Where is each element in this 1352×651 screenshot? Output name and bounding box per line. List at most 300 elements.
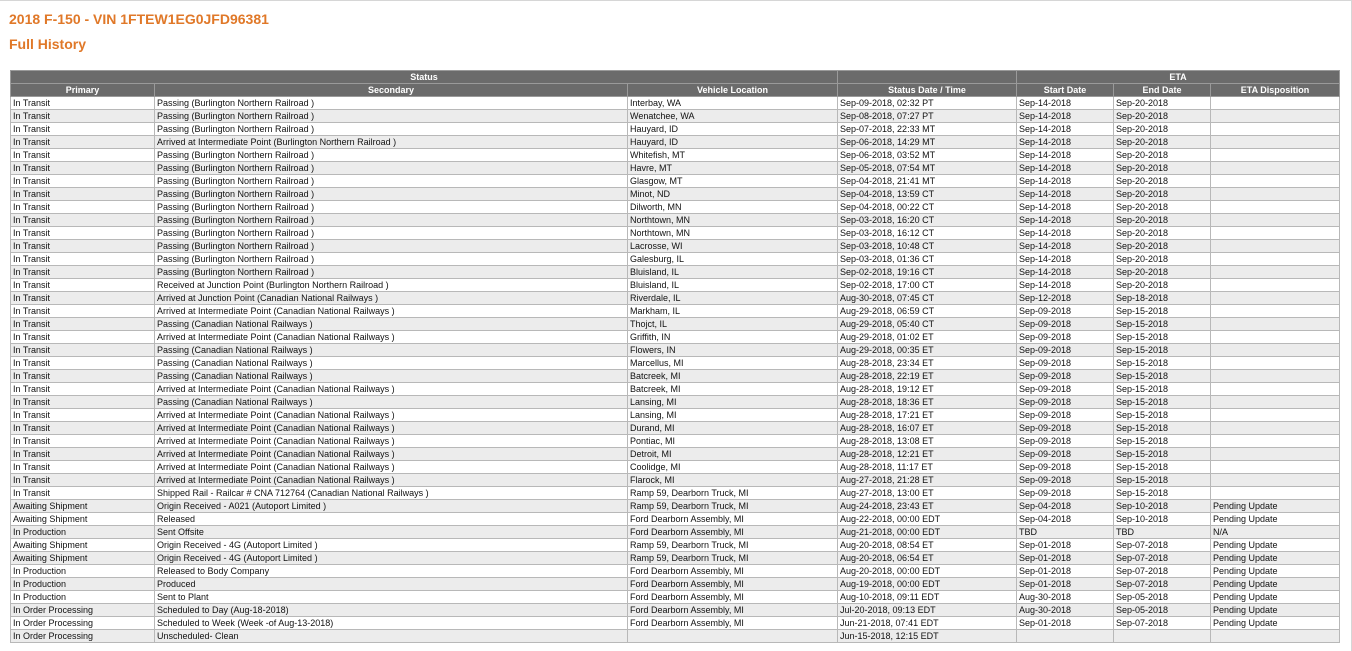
cell-vehicle-location: Detroit, MI bbox=[628, 448, 838, 461]
table-row bbox=[11, 435, 1340, 448]
cell-vehicle-location: Ford Dearborn Assembly, MI bbox=[628, 604, 838, 617]
cell-primary: In Transit bbox=[11, 110, 155, 123]
cell-secondary: Passing (Canadian National Railways ) bbox=[155, 357, 628, 370]
cell-status-date-time: Aug-28-2018, 13:08 ET bbox=[838, 435, 1017, 448]
cell-start-date: Sep-09-2018 bbox=[1017, 422, 1114, 435]
column-header-end-date[interactable]: End Date bbox=[1114, 84, 1211, 97]
cell-secondary: Produced bbox=[155, 578, 628, 591]
cell-end-date: Sep-20-2018 bbox=[1114, 175, 1211, 188]
cell-status-date-time: Aug-20-2018, 00:00 EDT bbox=[838, 565, 1017, 578]
cell-vehicle-location: Wenatchee, WA bbox=[628, 110, 838, 123]
cell-status-date-time: Aug-28-2018, 12:21 ET bbox=[838, 448, 1017, 461]
cell-start-date: Sep-14-2018 bbox=[1017, 227, 1114, 240]
history-table-body bbox=[11, 97, 1340, 643]
cell-vehicle-location: Ford Dearborn Assembly, MI bbox=[628, 526, 838, 539]
cell-eta-disposition bbox=[1211, 474, 1340, 487]
cell-secondary: Sent Offsite bbox=[155, 526, 628, 539]
cell-eta-disposition bbox=[1211, 162, 1340, 175]
cell-primary: In Transit bbox=[11, 149, 155, 162]
cell-secondary: Passing (Burlington Northern Railroad ) bbox=[155, 149, 628, 162]
cell-eta-disposition bbox=[1211, 292, 1340, 305]
cell-end-date: Sep-15-2018 bbox=[1114, 331, 1211, 344]
cell-eta-disposition bbox=[1211, 435, 1340, 448]
cell-vehicle-location bbox=[628, 630, 838, 643]
cell-start-date: Sep-09-2018 bbox=[1017, 461, 1114, 474]
table-row bbox=[11, 500, 1340, 513]
cell-status-date-time: Aug-28-2018, 17:21 ET bbox=[838, 409, 1017, 422]
cell-vehicle-location: Batcreek, MI bbox=[628, 383, 838, 396]
cell-secondary: Scheduled to Day (Aug-18-2018) bbox=[155, 604, 628, 617]
cell-secondary: Arrived at Intermediate Point (Canadian National Railways ) bbox=[155, 409, 628, 422]
cell-secondary: Scheduled to Week (Week -of Aug-13-2018) bbox=[155, 617, 628, 630]
cell-start-date: Sep-12-2018 bbox=[1017, 292, 1114, 305]
cell-vehicle-location: Minot, ND bbox=[628, 188, 838, 201]
cell-end-date: Sep-15-2018 bbox=[1114, 305, 1211, 318]
cell-secondary: Arrived at Intermediate Point (Canadian National Railways ) bbox=[155, 474, 628, 487]
table-row bbox=[11, 240, 1340, 253]
cell-secondary: Arrived at Intermediate Point (Burlington Northern Railroad ) bbox=[155, 136, 628, 149]
cell-primary: In Transit bbox=[11, 318, 155, 331]
cell-vehicle-location: Interbay, WA bbox=[628, 97, 838, 110]
cell-start-date: Sep-09-2018 bbox=[1017, 370, 1114, 383]
cell-status-date-time: Sep-03-2018, 16:12 CT bbox=[838, 227, 1017, 240]
cell-start-date: Sep-01-2018 bbox=[1017, 552, 1114, 565]
cell-primary: In Order Processing bbox=[11, 604, 155, 617]
cell-vehicle-location: Ramp 59, Dearborn Truck, MI bbox=[628, 539, 838, 552]
cell-status-date-time: Aug-29-2018, 01:02 ET bbox=[838, 331, 1017, 344]
cell-start-date: Sep-09-2018 bbox=[1017, 474, 1114, 487]
cell-end-date: Sep-20-2018 bbox=[1114, 214, 1211, 227]
table-row bbox=[11, 526, 1340, 539]
cell-eta-disposition bbox=[1211, 136, 1340, 149]
cell-primary: Awaiting Shipment bbox=[11, 552, 155, 565]
cell-secondary: Shipped Rail - Railcar # CNA 712764 (Canadian National Railways ) bbox=[155, 487, 628, 500]
cell-status-date-time: Aug-22-2018, 00:00 EDT bbox=[838, 513, 1017, 526]
table-row bbox=[11, 305, 1340, 318]
cell-end-date: Sep-15-2018 bbox=[1114, 487, 1211, 500]
cell-start-date: Sep-14-2018 bbox=[1017, 97, 1114, 110]
cell-vehicle-location: Ramp 59, Dearborn Truck, MI bbox=[628, 552, 838, 565]
cell-vehicle-location: Lansing, MI bbox=[628, 409, 838, 422]
table-row bbox=[11, 266, 1340, 279]
cell-start-date: Sep-14-2018 bbox=[1017, 175, 1114, 188]
cell-end-date: Sep-20-2018 bbox=[1114, 227, 1211, 240]
cell-secondary: Passing (Burlington Northern Railroad ) bbox=[155, 110, 628, 123]
cell-start-date: Sep-01-2018 bbox=[1017, 565, 1114, 578]
cell-status-date-time: Aug-19-2018, 00:00 EDT bbox=[838, 578, 1017, 591]
cell-status-date-time: Jun-21-2018, 07:41 EDT bbox=[838, 617, 1017, 630]
cell-primary: In Transit bbox=[11, 383, 155, 396]
cell-vehicle-location: Havre, MT bbox=[628, 162, 838, 175]
column-header-status-date-time[interactable]: Status Date / Time bbox=[838, 84, 1017, 97]
cell-primary: In Transit bbox=[11, 97, 155, 110]
cell-end-date: Sep-07-2018 bbox=[1114, 565, 1211, 578]
cell-status-date-time: Aug-21-2018, 00:00 EDT bbox=[838, 526, 1017, 539]
cell-primary: In Transit bbox=[11, 201, 155, 214]
cell-secondary: Passing (Burlington Northern Railroad ) bbox=[155, 123, 628, 136]
cell-eta-disposition: Pending Update bbox=[1211, 539, 1340, 552]
cell-secondary: Unscheduled- Clean bbox=[155, 630, 628, 643]
cell-eta-disposition bbox=[1211, 97, 1340, 110]
cell-primary: In Transit bbox=[11, 461, 155, 474]
cell-eta-disposition bbox=[1211, 240, 1340, 253]
cell-vehicle-location: Glasgow, MT bbox=[628, 175, 838, 188]
cell-secondary: Passing (Burlington Northern Railroad ) bbox=[155, 266, 628, 279]
cell-end-date: Sep-18-2018 bbox=[1114, 292, 1211, 305]
cell-status-date-time: Jul-20-2018, 09:13 EDT bbox=[838, 604, 1017, 617]
cell-eta-disposition bbox=[1211, 110, 1340, 123]
cell-secondary: Released bbox=[155, 513, 628, 526]
page-title: 2018 F-150 - VIN 1FTEW1EG0JFD96381 bbox=[9, 11, 269, 27]
column-header-primary[interactable]: Primary bbox=[11, 84, 155, 97]
cell-end-date: Sep-07-2018 bbox=[1114, 539, 1211, 552]
cell-end-date: Sep-20-2018 bbox=[1114, 188, 1211, 201]
cell-secondary: Passing (Burlington Northern Railroad ) bbox=[155, 214, 628, 227]
cell-status-date-time: Aug-28-2018, 19:12 ET bbox=[838, 383, 1017, 396]
cell-vehicle-location: Lacrosse, WI bbox=[628, 240, 838, 253]
cell-secondary: Origin Received - A021 (Autoport Limited ) bbox=[155, 500, 628, 513]
table-row bbox=[11, 253, 1340, 266]
cell-end-date: Sep-15-2018 bbox=[1114, 409, 1211, 422]
cell-secondary: Arrived at Junction Point (Canadian National Railways ) bbox=[155, 292, 628, 305]
cell-start-date: Sep-09-2018 bbox=[1017, 357, 1114, 370]
cell-primary: In Transit bbox=[11, 162, 155, 175]
cell-vehicle-location: Flowers, IN bbox=[628, 344, 838, 357]
cell-status-date-time: Sep-03-2018, 01:36 CT bbox=[838, 253, 1017, 266]
cell-eta-disposition bbox=[1211, 331, 1340, 344]
cell-start-date: Sep-14-2018 bbox=[1017, 110, 1114, 123]
column-header-vehicle-location[interactable]: Vehicle Location bbox=[628, 84, 838, 97]
cell-vehicle-location: Galesburg, IL bbox=[628, 253, 838, 266]
cell-vehicle-location: Markham, IL bbox=[628, 305, 838, 318]
cell-status-date-time: Sep-02-2018, 17:00 CT bbox=[838, 279, 1017, 292]
cell-start-date: Sep-09-2018 bbox=[1017, 409, 1114, 422]
cell-primary: In Transit bbox=[11, 357, 155, 370]
table-row bbox=[11, 578, 1340, 591]
cell-start-date: Sep-14-2018 bbox=[1017, 162, 1114, 175]
table-row bbox=[11, 162, 1340, 175]
cell-primary: In Transit bbox=[11, 435, 155, 448]
cell-eta-disposition bbox=[1211, 305, 1340, 318]
cell-end-date: Sep-07-2018 bbox=[1114, 578, 1211, 591]
cell-primary: In Transit bbox=[11, 292, 155, 305]
cell-start-date: Sep-14-2018 bbox=[1017, 201, 1114, 214]
table-row bbox=[11, 357, 1340, 370]
cell-primary: In Transit bbox=[11, 279, 155, 292]
column-header-eta-disposition[interactable]: ETA Disposition bbox=[1211, 84, 1340, 97]
cell-primary: In Transit bbox=[11, 123, 155, 136]
cell-secondary: Arrived at Intermediate Point (Canadian National Railways ) bbox=[155, 461, 628, 474]
table-row bbox=[11, 591, 1340, 604]
table-row bbox=[11, 513, 1340, 526]
cell-eta-disposition bbox=[1211, 422, 1340, 435]
cell-vehicle-location: Durand, MI bbox=[628, 422, 838, 435]
cell-primary: In Transit bbox=[11, 344, 155, 357]
cell-vehicle-location: Ford Dearborn Assembly, MI bbox=[628, 617, 838, 630]
cell-start-date: Sep-09-2018 bbox=[1017, 331, 1114, 344]
cell-eta-disposition bbox=[1211, 461, 1340, 474]
cell-vehicle-location: Riverdale, IL bbox=[628, 292, 838, 305]
cell-secondary: Passing (Burlington Northern Railroad ) bbox=[155, 201, 628, 214]
cell-eta-disposition bbox=[1211, 409, 1340, 422]
cell-start-date: Sep-14-2018 bbox=[1017, 266, 1114, 279]
cell-vehicle-location: Dilworth, MN bbox=[628, 201, 838, 214]
cell-start-date: Sep-14-2018 bbox=[1017, 214, 1114, 227]
cell-primary: In Transit bbox=[11, 331, 155, 344]
cell-end-date: Sep-07-2018 bbox=[1114, 552, 1211, 565]
cell-status-date-time: Aug-30-2018, 07:45 CT bbox=[838, 292, 1017, 305]
cell-start-date: Sep-09-2018 bbox=[1017, 435, 1114, 448]
table-row bbox=[11, 344, 1340, 357]
cell-vehicle-location: Griffith, IN bbox=[628, 331, 838, 344]
cell-end-date: Sep-20-2018 bbox=[1114, 279, 1211, 292]
cell-vehicle-location: Hauyard, ID bbox=[628, 136, 838, 149]
cell-secondary: Arrived at Intermediate Point (Canadian National Railways ) bbox=[155, 435, 628, 448]
cell-eta-disposition bbox=[1211, 383, 1340, 396]
table-row bbox=[11, 565, 1340, 578]
cell-secondary: Arrived at Intermediate Point (Canadian National Railways ) bbox=[155, 331, 628, 344]
cell-start-date: Sep-14-2018 bbox=[1017, 240, 1114, 253]
cell-primary: Awaiting Shipment bbox=[11, 539, 155, 552]
cell-status-date-time: Aug-20-2018, 06:54 ET bbox=[838, 552, 1017, 565]
cell-primary: In Transit bbox=[11, 448, 155, 461]
cell-status-date-time: Sep-02-2018, 19:16 CT bbox=[838, 266, 1017, 279]
cell-status-date-time: Sep-04-2018, 21:41 MT bbox=[838, 175, 1017, 188]
cell-start-date: Sep-09-2018 bbox=[1017, 383, 1114, 396]
table-row bbox=[11, 123, 1340, 136]
table-row bbox=[11, 110, 1340, 123]
table-row bbox=[11, 188, 1340, 201]
cell-end-date: Sep-20-2018 bbox=[1114, 201, 1211, 214]
cell-status-date-time: Aug-28-2018, 11:17 ET bbox=[838, 461, 1017, 474]
table-row bbox=[11, 136, 1340, 149]
cell-primary: In Transit bbox=[11, 370, 155, 383]
cell-primary: In Production bbox=[11, 591, 155, 604]
cell-status-date-time: Aug-28-2018, 22:19 ET bbox=[838, 370, 1017, 383]
cell-status-date-time: Sep-05-2018, 07:54 MT bbox=[838, 162, 1017, 175]
cell-secondary: Arrived at Intermediate Point (Canadian National Railways ) bbox=[155, 305, 628, 318]
cell-primary: In Production bbox=[11, 565, 155, 578]
cell-status-date-time: Sep-09-2018, 02:32 PT bbox=[838, 97, 1017, 110]
cell-start-date: Aug-30-2018 bbox=[1017, 591, 1114, 604]
cell-vehicle-location: Hauyard, ID bbox=[628, 123, 838, 136]
cell-vehicle-location: Ford Dearborn Assembly, MI bbox=[628, 591, 838, 604]
cell-start-date: Sep-09-2018 bbox=[1017, 344, 1114, 357]
column-header-secondary[interactable]: Secondary bbox=[155, 84, 628, 97]
table-row bbox=[11, 370, 1340, 383]
cell-primary: In Production bbox=[11, 578, 155, 591]
cell-secondary: Passing (Canadian National Railways ) bbox=[155, 396, 628, 409]
cell-primary: In Transit bbox=[11, 396, 155, 409]
cell-end-date: Sep-20-2018 bbox=[1114, 110, 1211, 123]
table-row bbox=[11, 383, 1340, 396]
cell-status-date-time: Sep-04-2018, 13:59 CT bbox=[838, 188, 1017, 201]
cell-primary: In Production bbox=[11, 526, 155, 539]
group-header-row bbox=[11, 71, 1340, 84]
cell-secondary: Arrived at Intermediate Point (Canadian National Railways ) bbox=[155, 448, 628, 461]
cell-end-date: TBD bbox=[1114, 526, 1211, 539]
cell-eta-disposition bbox=[1211, 318, 1340, 331]
cell-secondary: Arrived at Intermediate Point (Canadian National Railways ) bbox=[155, 422, 628, 435]
cell-vehicle-location: Ford Dearborn Assembly, MI bbox=[628, 565, 838, 578]
cell-end-date: Sep-07-2018 bbox=[1114, 617, 1211, 630]
cell-start-date: Sep-14-2018 bbox=[1017, 136, 1114, 149]
cell-vehicle-location: Ford Dearborn Assembly, MI bbox=[628, 513, 838, 526]
cell-end-date: Sep-10-2018 bbox=[1114, 513, 1211, 526]
cell-end-date: Sep-05-2018 bbox=[1114, 591, 1211, 604]
cell-end-date: Sep-10-2018 bbox=[1114, 500, 1211, 513]
group-header-spacer bbox=[838, 71, 1017, 84]
cell-start-date: Sep-01-2018 bbox=[1017, 578, 1114, 591]
cell-eta-disposition bbox=[1211, 487, 1340, 500]
cell-status-date-time: Sep-03-2018, 16:20 CT bbox=[838, 214, 1017, 227]
cell-secondary: Passing (Canadian National Railways ) bbox=[155, 318, 628, 331]
cell-eta-disposition bbox=[1211, 175, 1340, 188]
cell-status-date-time: Sep-06-2018, 03:52 MT bbox=[838, 149, 1017, 162]
cell-primary: In Order Processing bbox=[11, 630, 155, 643]
cell-primary: In Transit bbox=[11, 188, 155, 201]
cell-end-date: Sep-05-2018 bbox=[1114, 604, 1211, 617]
cell-start-date: Sep-14-2018 bbox=[1017, 188, 1114, 201]
cell-status-date-time: Aug-10-2018, 09:11 EDT bbox=[838, 591, 1017, 604]
cell-start-date: Sep-04-2018 bbox=[1017, 500, 1114, 513]
cell-eta-disposition bbox=[1211, 188, 1340, 201]
cell-eta-disposition: Pending Update bbox=[1211, 513, 1340, 526]
cell-eta-disposition bbox=[1211, 253, 1340, 266]
cell-start-date: Sep-14-2018 bbox=[1017, 253, 1114, 266]
cell-status-date-time: Sep-04-2018, 00:22 CT bbox=[838, 201, 1017, 214]
cell-end-date: Sep-15-2018 bbox=[1114, 370, 1211, 383]
cell-end-date: Sep-15-2018 bbox=[1114, 318, 1211, 331]
cell-eta-disposition bbox=[1211, 123, 1340, 136]
cell-start-date: Sep-14-2018 bbox=[1017, 279, 1114, 292]
cell-end-date: Sep-15-2018 bbox=[1114, 396, 1211, 409]
cell-primary: In Transit bbox=[11, 253, 155, 266]
table-row bbox=[11, 214, 1340, 227]
cell-end-date: Sep-20-2018 bbox=[1114, 97, 1211, 110]
cell-primary: In Transit bbox=[11, 409, 155, 422]
cell-start-date: Sep-04-2018 bbox=[1017, 513, 1114, 526]
cell-vehicle-location: Bluisland, IL bbox=[628, 279, 838, 292]
cell-end-date: Sep-15-2018 bbox=[1114, 357, 1211, 370]
table-row bbox=[11, 539, 1340, 552]
cell-start-date: TBD bbox=[1017, 526, 1114, 539]
cell-status-date-time: Jun-15-2018, 12:15 EDT bbox=[838, 630, 1017, 643]
table-row bbox=[11, 448, 1340, 461]
cell-eta-disposition bbox=[1211, 448, 1340, 461]
cell-status-date-time: Sep-03-2018, 10:48 CT bbox=[838, 240, 1017, 253]
cell-start-date: Sep-09-2018 bbox=[1017, 318, 1114, 331]
table-row bbox=[11, 227, 1340, 240]
cell-secondary: Origin Received - 4G (Autoport Limited ) bbox=[155, 552, 628, 565]
table-row bbox=[11, 201, 1340, 214]
cell-vehicle-location: Thojct, IL bbox=[628, 318, 838, 331]
cell-end-date: Sep-15-2018 bbox=[1114, 474, 1211, 487]
cell-eta-disposition bbox=[1211, 344, 1340, 357]
table-row bbox=[11, 604, 1340, 617]
cell-primary: In Transit bbox=[11, 487, 155, 500]
table-row bbox=[11, 279, 1340, 292]
cell-secondary: Passing (Burlington Northern Railroad ) bbox=[155, 162, 628, 175]
table-row bbox=[11, 396, 1340, 409]
table-row bbox=[11, 487, 1340, 500]
cell-start-date: Sep-14-2018 bbox=[1017, 123, 1114, 136]
table-row bbox=[11, 97, 1340, 110]
cell-secondary: Passing (Burlington Northern Railroad ) bbox=[155, 97, 628, 110]
cell-start-date: Sep-09-2018 bbox=[1017, 448, 1114, 461]
cell-eta-disposition: Pending Update bbox=[1211, 565, 1340, 578]
cell-start-date: Sep-01-2018 bbox=[1017, 617, 1114, 630]
cell-eta-disposition bbox=[1211, 396, 1340, 409]
cell-secondary: Passing (Canadian National Railways ) bbox=[155, 370, 628, 383]
cell-status-date-time: Aug-20-2018, 08:54 ET bbox=[838, 539, 1017, 552]
cell-status-date-time: Aug-24-2018, 23:43 ET bbox=[838, 500, 1017, 513]
table-row bbox=[11, 461, 1340, 474]
cell-vehicle-location: Whitefish, MT bbox=[628, 149, 838, 162]
cell-eta-disposition: Pending Update bbox=[1211, 500, 1340, 513]
cell-start-date: Aug-30-2018 bbox=[1017, 604, 1114, 617]
cell-eta-disposition bbox=[1211, 149, 1340, 162]
cell-end-date: Sep-20-2018 bbox=[1114, 266, 1211, 279]
cell-eta-disposition: Pending Update bbox=[1211, 617, 1340, 630]
cell-secondary: Origin Received - 4G (Autoport Limited ) bbox=[155, 539, 628, 552]
cell-end-date: Sep-15-2018 bbox=[1114, 422, 1211, 435]
cell-vehicle-location: Coolidge, MI bbox=[628, 461, 838, 474]
cell-primary: Awaiting Shipment bbox=[11, 513, 155, 526]
cell-secondary: Passing (Burlington Northern Railroad ) bbox=[155, 240, 628, 253]
cell-primary: In Transit bbox=[11, 240, 155, 253]
table-row bbox=[11, 292, 1340, 305]
cell-vehicle-location: Northtown, MN bbox=[628, 227, 838, 240]
cell-start-date: Sep-09-2018 bbox=[1017, 396, 1114, 409]
cell-eta-disposition: N/A bbox=[1211, 526, 1340, 539]
cell-eta-disposition: Pending Update bbox=[1211, 552, 1340, 565]
cell-primary: In Transit bbox=[11, 422, 155, 435]
history-table bbox=[10, 70, 1340, 643]
cell-status-date-time: Aug-28-2018, 23:34 ET bbox=[838, 357, 1017, 370]
cell-end-date: Sep-15-2018 bbox=[1114, 383, 1211, 396]
column-header-start-date[interactable]: Start Date bbox=[1017, 84, 1114, 97]
cell-secondary: Passing (Burlington Northern Railroad ) bbox=[155, 253, 628, 266]
cell-secondary: Sent to Plant bbox=[155, 591, 628, 604]
table-row bbox=[11, 617, 1340, 630]
cell-status-date-time: Aug-27-2018, 13:00 ET bbox=[838, 487, 1017, 500]
cell-primary: In Transit bbox=[11, 175, 155, 188]
cell-status-date-time: Sep-06-2018, 14:29 MT bbox=[838, 136, 1017, 149]
cell-vehicle-location: Ramp 59, Dearborn Truck, MI bbox=[628, 487, 838, 500]
cell-vehicle-location: Marcellus, MI bbox=[628, 357, 838, 370]
table-row bbox=[11, 175, 1340, 188]
cell-status-date-time: Aug-28-2018, 18:36 ET bbox=[838, 396, 1017, 409]
group-header-eta: ETA bbox=[1017, 71, 1340, 84]
cell-primary: In Transit bbox=[11, 305, 155, 318]
cell-start-date: Sep-09-2018 bbox=[1017, 305, 1114, 318]
table-row bbox=[11, 630, 1340, 643]
cell-secondary: Passing (Burlington Northern Railroad ) bbox=[155, 175, 628, 188]
cell-eta-disposition bbox=[1211, 201, 1340, 214]
cell-vehicle-location: Batcreek, MI bbox=[628, 370, 838, 383]
cell-status-date-time: Aug-29-2018, 00:35 ET bbox=[838, 344, 1017, 357]
cell-vehicle-location: Flarock, MI bbox=[628, 474, 838, 487]
cell-end-date: Sep-20-2018 bbox=[1114, 162, 1211, 175]
cell-end-date: Sep-20-2018 bbox=[1114, 149, 1211, 162]
column-header-row bbox=[11, 84, 1340, 97]
cell-secondary: Arrived at Intermediate Point (Canadian National Railways ) bbox=[155, 383, 628, 396]
cell-end-date: Sep-15-2018 bbox=[1114, 448, 1211, 461]
cell-primary: In Transit bbox=[11, 136, 155, 149]
cell-start-date: Sep-09-2018 bbox=[1017, 487, 1114, 500]
cell-eta-disposition bbox=[1211, 630, 1340, 643]
